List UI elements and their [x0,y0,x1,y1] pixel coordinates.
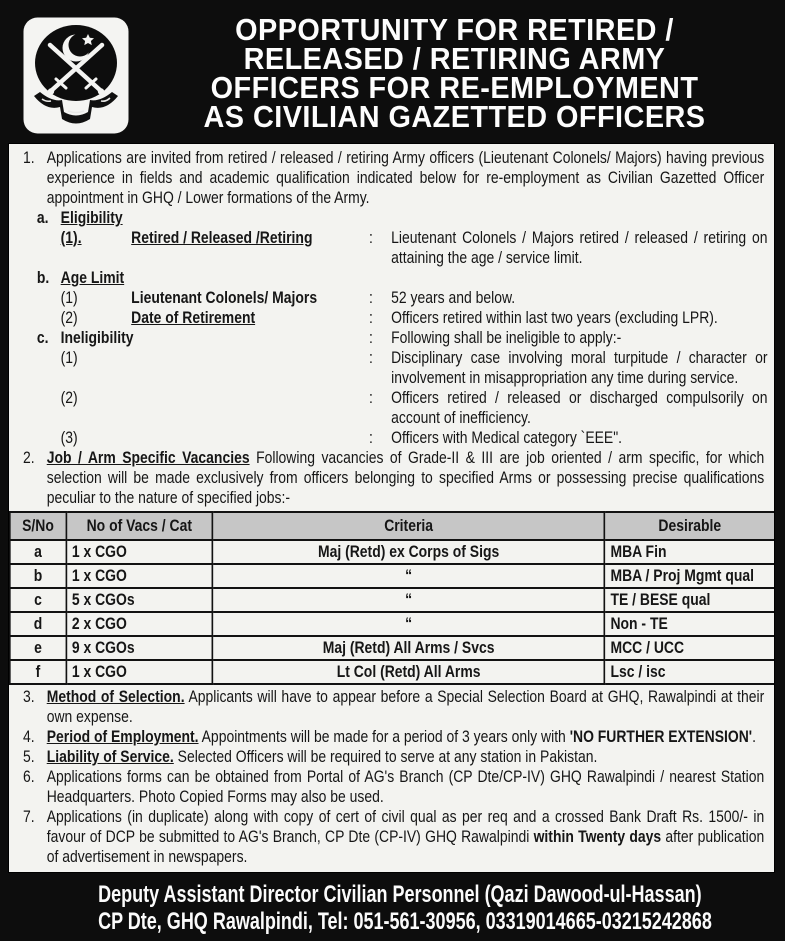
clause-2-number: 2. [22,448,35,467]
clause-7-bold: within Twenty days [533,827,662,846]
table-header-row [10,512,775,540]
cell-vacs: 1 x CGO [66,564,212,588]
clause-age-limit-heading [9,268,775,288]
clause-4-number: 4. [22,727,35,746]
clause-5-text [47,747,765,767]
ineligibility-row-2-colon: : [368,388,373,407]
age-limit-row-2-desc: Officers retired within last two years (excluding LPR). [391,308,718,327]
ineligibility-colon: : [368,328,373,347]
ineligibility-title: Ineligibility [60,328,134,347]
eligibility-row-1 [9,228,775,268]
clause-eligibility-heading [9,208,775,228]
clause-5-label: Liability of Service. [46,747,174,766]
clause-7-text [47,807,765,867]
table-row [10,540,775,564]
clause-7-number: 7. [22,807,35,826]
col-header-criteria: Criteria [212,512,604,540]
cell-sno: d [10,612,66,636]
cell-criteria: “ [212,588,604,612]
table-row [10,588,775,612]
ineligibility-row-1-colon: : [368,348,373,367]
eligibility-row-1-marker: (1). [60,228,82,247]
ineligibility-row-3-colon: : [368,428,373,447]
cell-vacs: 5 x CGOs [66,588,212,612]
age-limit-row-1 [9,288,775,308]
clause-5-number: 5. [22,747,35,766]
ineligibility-row-1-marker: (1) [60,348,78,367]
clause-3-number: 3. [22,687,35,706]
cell-vacs: 2 x CGO [66,612,212,636]
age-limit-row-1-desc: 52 years and below. [391,288,516,307]
cell-criteria: Maj (Retd) All Arms / Svcs [212,636,604,660]
age-limit-title: Age Limit [60,268,125,287]
cell-sno: e [10,636,66,660]
content-inner [9,148,775,867]
clause-4-bold: 'NO FURTHER EXTENSION' [569,727,753,746]
age-limit-row-1-marker: (1) [60,288,78,307]
clause-6-text [47,767,765,807]
ineligibility-row-1 [9,348,775,388]
clause-3-text [47,687,765,727]
clause-3-label: Method of Selection. [46,687,185,706]
cell-sno: b [10,564,66,588]
age-limit-row-2-colon: : [368,308,373,327]
clause-5-pre: Selected Officers will be required to serve at any station in Pakistan. [173,747,598,766]
clause-2-label: Job / Arm Specific Vacancies [46,448,250,467]
eligibility-row-1-colon: : [368,228,373,247]
ineligibility-row-3 [9,428,775,448]
clause-2-text-span: Following vacancies of Grade-II & III are job oriented / arm specific, for which selection will be made exclusively from officers belonging to specified Arms or possessing precise qualifications peculiar to the nature of specified jobs:- [46,448,765,507]
col-header-vacs: No of Vacs / Cat [66,512,212,540]
clause-ineligibility-heading [9,328,775,348]
vacancies-table-body [10,540,775,684]
col-header-desirable: Desirable [605,512,775,540]
ad-title [130,0,785,143]
clause-3 [9,687,775,727]
clause-6-number: 6. [22,767,35,786]
clause-1-number: 1. [22,148,35,167]
army-crest-logo-icon [22,16,130,135]
clause-1 [9,148,775,208]
eligibility-row-1-label: Retired / Released /Retiring [131,228,313,247]
footer-line-1: Deputy Assistant Director Civilian Personnel (Qazi Dawood-ul-Hassan) [98,881,702,908]
clause-1-text-span: Applications are invited from retired / released / retiring Army officers (Lieutenant Colonels/ Majors) having previous experience in fields and academic qualification indicated below for re-employment as Civilian Gazetted Officer appointment in GHQ / Lower formations of the Army. [46,148,765,207]
clause-7-pre: Applications (in duplicate) along with copy of cert of civil qual as per req and a crossed Bank Draft Rs. 1500/- in favour of DCP be submitted to AG's Branch, CP Dte (CP-IV) GHQ Rawalpindi [46,807,765,846]
ineligibility-row-2 [9,388,775,428]
age-limit-row-2 [9,308,775,328]
table-row [10,660,775,684]
cell-vacs: 1 x CGO [66,660,212,684]
ineligibility-row-3-marker: (3) [60,428,78,447]
cell-desirable: MBA Fin [605,540,775,564]
clause-4-post: . [752,727,757,746]
ad-title-line-3: OFFICERS FOR RE-EMPLOYMENT [210,70,699,105]
clause-4-pre: Appointments will be made for a period of 3 years only with [198,727,570,746]
clause-6 [9,767,775,807]
cell-desirable: TE / BESE qual [605,588,775,612]
ineligibility-row-3-desc: Officers with Medical category `EEE". [391,428,623,447]
footer-line-2: CP Dte, GHQ Rawalpindi, Tel: 051-561-30956, 03319014665-03215242868 [98,908,712,935]
age-limit-row-1-colon: : [368,288,373,307]
ineligibility-row-2-desc: Officers retired / released or discharged compulsorily on account of inefficiency. [391,388,768,427]
vacancies-table [9,511,775,685]
clause-3-pre: Applicants will have to appear before a Special Selection Board at GHQ, Rawalpindi at their own expense. [46,687,765,726]
clause-4-text [47,727,765,747]
cell-sno: a [10,540,66,564]
eligibility-letter: a. [36,208,49,227]
cell-sno: f [10,660,66,684]
vacancies-table-head [10,512,775,540]
cell-criteria: Lt Col (Retd) All Arms [212,660,604,684]
eligibility-row-1-desc: Lieutenant Colonels / Majors retired / released / retiring on attaining the age / service limit. [391,228,768,267]
clause-1-text [47,148,765,208]
cell-criteria: “ [212,612,604,636]
clause-6-pre: Applications forms can be obtained from Portal of AG's Branch (CP Dte/CP-IV) GHQ Rawalpindi / nearest Station Headquarters. Photo Copied Forms may also be used. [46,767,765,806]
ineligibility-intro: Following shall be ineligible to apply:- [391,328,622,347]
content-area [8,143,775,873]
clause-5 [9,747,775,767]
age-limit-row-1-label: Lieutenant Colonels/ Majors [131,288,318,307]
age-limit-row-2-marker: (2) [60,308,78,327]
clause-4-label: Period of Employment. [46,727,199,746]
table-row [10,636,775,660]
header-banner [0,0,785,143]
cell-desirable: MCC / UCC [605,636,775,660]
cell-criteria: Maj (Retd) ex Corps of Sigs [212,540,604,564]
ad-title-line-2: RELEASED / RETIRING ARMY [243,41,666,76]
ineligibility-row-1-desc: Disciplinary case involving moral turpitude / character or involvement in misappropriation any time during service. [391,348,768,387]
clause-2 [9,448,775,508]
ad-title-line-1: OPPORTUNITY FOR RETIRED / [235,12,674,47]
clause-7-post: after publication of advertisement in newspapers. [46,827,765,866]
cell-sno: c [10,588,66,612]
cell-desirable: MBA / Proj Mgmt qual [605,564,775,588]
clause-7 [9,807,775,867]
ineligibility-letter: c. [36,328,49,347]
army-crest-svg [22,16,130,135]
col-header-sno: S/No [10,512,66,540]
table-row [10,564,775,588]
cell-vacs: 1 x CGO [66,540,212,564]
eligibility-title: Eligibility [60,208,123,227]
age-limit-row-2-label: Date of Retirement [131,308,256,327]
ineligibility-row-2-marker: (2) [60,388,78,407]
footer-bar [0,873,785,941]
clause-4 [9,727,775,747]
cell-desirable: Lsc / isc [605,660,775,684]
cell-criteria: “ [212,564,604,588]
cell-desirable: Non - TE [605,612,775,636]
age-limit-letter: b. [36,268,50,287]
table-row [10,612,775,636]
cell-vacs: 9 x CGOs [66,636,212,660]
clause-2-text [47,448,765,508]
ad-title-line-4: AS CIVILIAN GAZETTED OFFICERS [203,99,706,134]
